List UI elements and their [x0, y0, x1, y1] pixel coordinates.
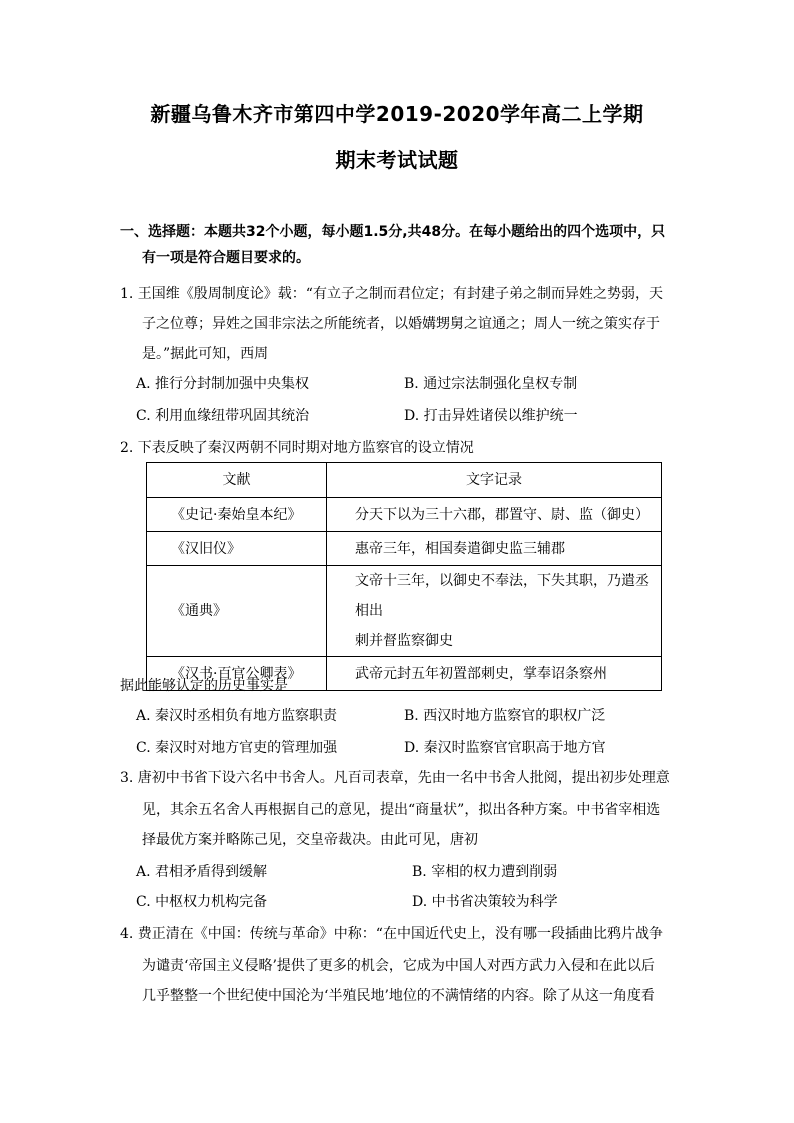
q2-option-c[interactable]: C. 秦汉时对地方官吏的管理加强 — [136, 740, 338, 756]
table-cell-text — [327, 566, 662, 657]
q1-option-a[interactable]: A. 推行分封制加强中央集权 — [136, 376, 310, 392]
table-cell-doc: 《汉书·百官公卿表》 — [147, 657, 327, 691]
exam-title-line2: 期末考试试题 — [335, 148, 459, 172]
table-row — [147, 566, 662, 657]
exam-title-line1: 新疆乌鲁木齐市第四中学2019-2020学年高二上学期 — [150, 102, 644, 126]
q3-option-b[interactable]: B. 宰相的权力遭到削弱 — [412, 864, 558, 880]
table-row — [147, 532, 662, 566]
q1-stem-line3: 是。”据此可知，西周 — [142, 346, 269, 362]
q4-stem-line3: 几乎整整一个世纪使中国沦为‘半殖民地’地位的不满情绪的内容。除了从这一角度看 — [142, 988, 655, 1004]
q3-option-c[interactable]: C. 中枢权力机构完备 — [136, 894, 268, 910]
q1-option-d[interactable]: D. 打击异姓诸侯以维护统一 — [404, 408, 578, 424]
section-heading-line2: 有一项是符合题目要求的。 — [142, 250, 310, 266]
q3-stem-line2: 见，其余五名舍人再根据自己的意见，提出“商量状”，拟出各种方案。中书省宰相选 — [142, 802, 661, 818]
table-header-row — [147, 463, 662, 498]
q2-stem: 2. 下表反映了秦汉两朝不同时期对地方监察官的设立情况 — [120, 440, 474, 456]
q4-stem-line2: 为谴责‘帝国主义侵略’提供了更多的机会，它成为中国人对西方武力入侵和在此以后 — [142, 958, 655, 974]
q2-after-text: 据此能够认定的历史事实是 — [120, 678, 288, 694]
q1-option-b[interactable]: B. 通过宗法制强化皇权专制 — [404, 376, 578, 392]
q2-option-a[interactable]: A. 秦汉时丞相负有地方监察职责 — [136, 708, 338, 724]
table-row — [147, 498, 662, 532]
q4-stem-line1: 4. 费正清在《中国：传统与革命》中称：“在中国近代史上，没有哪一段插曲比鸦片战争 — [120, 926, 663, 942]
q2-option-d[interactable]: D. 秦汉时监察官官职高于地方官 — [404, 740, 606, 756]
table-cell-doc: 《汉旧仪》 — [147, 532, 327, 566]
q3-stem-line1: 3. 唐初中书省下设六名中书舍人。凡百司表章，先由一名中书舍人批阅，提出初步处理意 — [120, 770, 670, 786]
table-cell-doc: 《史记·秦始皇本纪》 — [147, 498, 327, 532]
q1-stem-line1: 1. 王国维《殷周制度论》载：“有立子之制而君位定；有封建子弟之制而异姓之势弱，天 — [120, 286, 663, 302]
q3-option-a[interactable]: A. 君相矛盾得到缓解 — [136, 864, 268, 880]
section-heading-line1: 一、选择题：本题共32个小题，每小题1.5分,共48分。在每小题给出的四个选项中，只 — [120, 224, 666, 240]
table-cell-text: 分天下以为三十六郡，郡置守、尉、监（御史） — [327, 498, 662, 532]
table-header-text: 文字记录 — [327, 463, 662, 498]
table-cell-text: 惠帝三年，相国奏遣御史监三辅郡 — [327, 532, 662, 566]
q3-stem-line3: 择最优方案并略陈己见，交皇帝裁决。由此可见，唐初 — [142, 832, 478, 848]
q2-table — [146, 462, 662, 691]
table-cell-text-line2: 刺并督监察御史 — [355, 633, 453, 649]
q1-option-c[interactable]: C. 利用血缘纽带巩固其统治 — [136, 408, 310, 424]
table-cell-doc: 《通典》 — [147, 566, 327, 657]
q3-option-d[interactable]: D. 中书省决策较为科学 — [412, 894, 558, 910]
table-cell-text-line1: 文帝十三年，以御史不奉法，下失其职，乃遣丞相出 — [355, 573, 649, 619]
q2-option-b[interactable]: B. 西汉时地方监察官的职权广泛 — [404, 708, 606, 724]
table-header-doc: 文献 — [147, 463, 327, 498]
q1-stem-line2: 子之位尊；异姓之国非宗法之所能统者，以婚媾甥舅之谊通之；周人一统之策实存于 — [142, 316, 660, 332]
table-cell-text: 武帝元封五年初置部刺史，掌奉诏条察州 — [327, 657, 662, 691]
